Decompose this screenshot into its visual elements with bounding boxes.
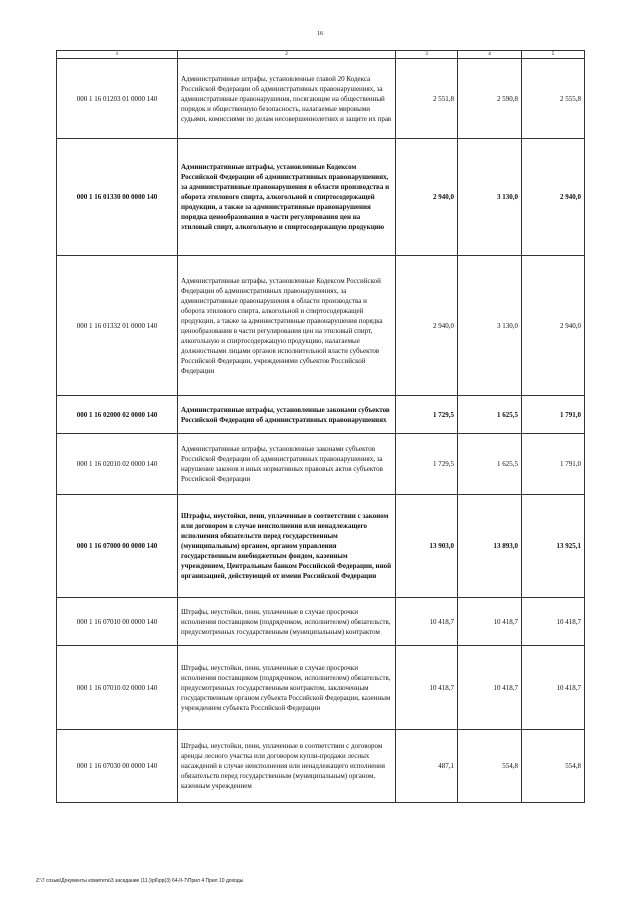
table-row [57,256,585,396]
budget-code-cell: 000 1 16 02010 02 0000 140 [57,434,178,495]
column-header: 4 [458,51,522,59]
value-col4-cell: 10 418,7 [458,646,522,730]
value-col3-cell: 2 551,8 [396,59,458,139]
budget-code-cell: 000 1 16 01203 01 0000 140 [57,59,178,139]
value-col3-cell: 2 940,0 [396,139,458,256]
value-col3-cell: 10 418,7 [396,598,458,646]
value-col5-cell: 10 418,7 [522,646,585,730]
value-col5-cell: 10 418,7 [522,598,585,646]
column-header: 5 [522,51,585,59]
revenue-name-cell: Административные штрафы, установленные главой 20 Кодекса Российской Федерации об административных правонарушениях, за административные правонарушения, посягающие на общественный порядок и общественную безопасность, налагаемые мировыми судьями, комиссиями по делам несовершеннолетних и защите их прав [178,59,396,139]
revenue-name-cell: Административные штрафы, установленные законами субъектов Российской Федерации об административных правонарушениях, за нарушение законов и иных нормативных правовых актов субъектов Российской Федерации [178,434,396,495]
value-col5-cell: 1 791,0 [522,396,585,434]
revenue-table [56,50,585,803]
value-col4-cell: 3 130,0 [458,256,522,396]
value-col4-cell: 1 625,5 [458,434,522,495]
value-col3-cell: 1 729,5 [396,396,458,434]
table-row [57,139,585,256]
revenue-name-cell: Штрафы, неустойки, пени, уплаченные в случае просрочки исполнения поставщиком (подрядчиком, исполнителем) обязательств, предусмотренных государственным (муниципальным) контрактом [178,598,396,646]
value-col4-cell: 3 130,0 [458,139,522,256]
file-path-footer: Z:\7 созыв\Документы комитета\3 заседание (11.)\р6\рр(3) 64-II-7\Прил 4 Прил 10 доходы [36,878,244,884]
value-col4-cell: 1 625,5 [458,396,522,434]
revenue-name-cell: Административные штрафы, установленные законами субъектов Российской Федерации об административных правонарушениях [178,396,396,434]
table-row [57,646,585,730]
value-col3-cell: 487,1 [396,730,458,803]
value-col4-cell: 13 893,0 [458,495,522,598]
budget-code-cell: 000 1 16 01332 01 0000 140 [57,256,178,396]
value-col5-cell: 2 555,8 [522,59,585,139]
column-header: 3 [396,51,458,59]
page-number: 16 [317,31,323,37]
value-col3-cell: 1 729,5 [396,434,458,495]
revenue-name-cell: Штрафы, неустойки, пени, уплаченные в случае просрочки исполнения поставщиком (подрядчиком, исполнителем) обязательств, предусмотренных государственным контрактом, заключенным государственным органом субъекта Российской Федерации, казенным учреждением субъекта Российской Федерации [178,646,396,730]
table-row [57,598,585,646]
table-row [57,730,585,803]
revenue-name-cell: Штрафы, неустойки, пени, уплаченные в соответствии с договором аренды лесного участка или договором купли-продажи лесных насаждений в случае неисполнения или ненадлежащего исполнения обязательств перед государственным (муниципальным) органом, казенным учреждением [178,730,396,803]
value-col3-cell: 2 940,0 [396,256,458,396]
value-col5-cell: 1 791,0 [522,434,585,495]
table-row [57,495,585,598]
table-row [57,396,585,434]
table-row [57,434,585,495]
table-row [57,59,585,139]
value-col4-cell: 10 418,7 [458,598,522,646]
value-col5-cell: 2 940,0 [522,256,585,396]
budget-code-cell: 000 1 16 07000 00 0000 140 [57,495,178,598]
column-header: 2 [178,51,396,59]
revenue-name-cell: Штрафы, неустойки, пени, уплаченные в соответствии с законом или договором в случае неисполнения или ненадлежащего исполнения обязательств перед государственным (муниципальным) органом, органом управления государственным внебюджетным фондом, казенным учреждением, Центральным банком Российской Федерации, иной организацией, действующей от имени Российской Федерации [178,495,396,598]
value-col5-cell: 2 940,0 [522,139,585,256]
budget-code-cell: 000 1 16 02000 02 0000 140 [57,396,178,434]
table-header-row [57,51,585,59]
value-col5-cell: 554,8 [522,730,585,803]
value-col3-cell: 13 903,0 [396,495,458,598]
budget-code-cell: 000 1 16 07030 00 0000 140 [57,730,178,803]
budget-code-cell: 000 1 16 07010 00 0000 140 [57,598,178,646]
budget-code-cell: 000 1 16 01330 00 0000 140 [57,139,178,256]
value-col4-cell: 2 590,8 [458,59,522,139]
value-col3-cell: 10 418,7 [396,646,458,730]
budget-code-cell: 000 1 16 07010 02 0000 140 [57,646,178,730]
value-col4-cell: 554,8 [458,730,522,803]
value-col5-cell: 13 925,1 [522,495,585,598]
revenue-name-cell: Административные штрафы, установленные Кодексом Российской Федерации об административных правонарушениях, за административные правонарушения в области производства и оборота этилового спирта, алкогольной и спиртосодержащей продукции, а также за административные правонарушения порядка ценообразования в части регулирования цен на этиловый спирт, алкогольную и спиртосодержащую продукцию [178,139,396,256]
revenue-name-cell: Административные штрафы, установленные Кодексом Российской Федерации об административных правонарушениях, за административные правонарушения в области производства и оборота этилового спирта, алкогольной и спиртосодержащей продукции, а также за административные правонарушения порядка ценообразования в части регулирования цен на этиловый спирт, алкогольную и спиртосодержащую продукцию, налагаемые должностными лицами органов исполнительной власти субъектов Российской Федерации, учреждениями субъектов Российской Федерации [178,256,396,396]
column-header: 1 [57,51,178,59]
